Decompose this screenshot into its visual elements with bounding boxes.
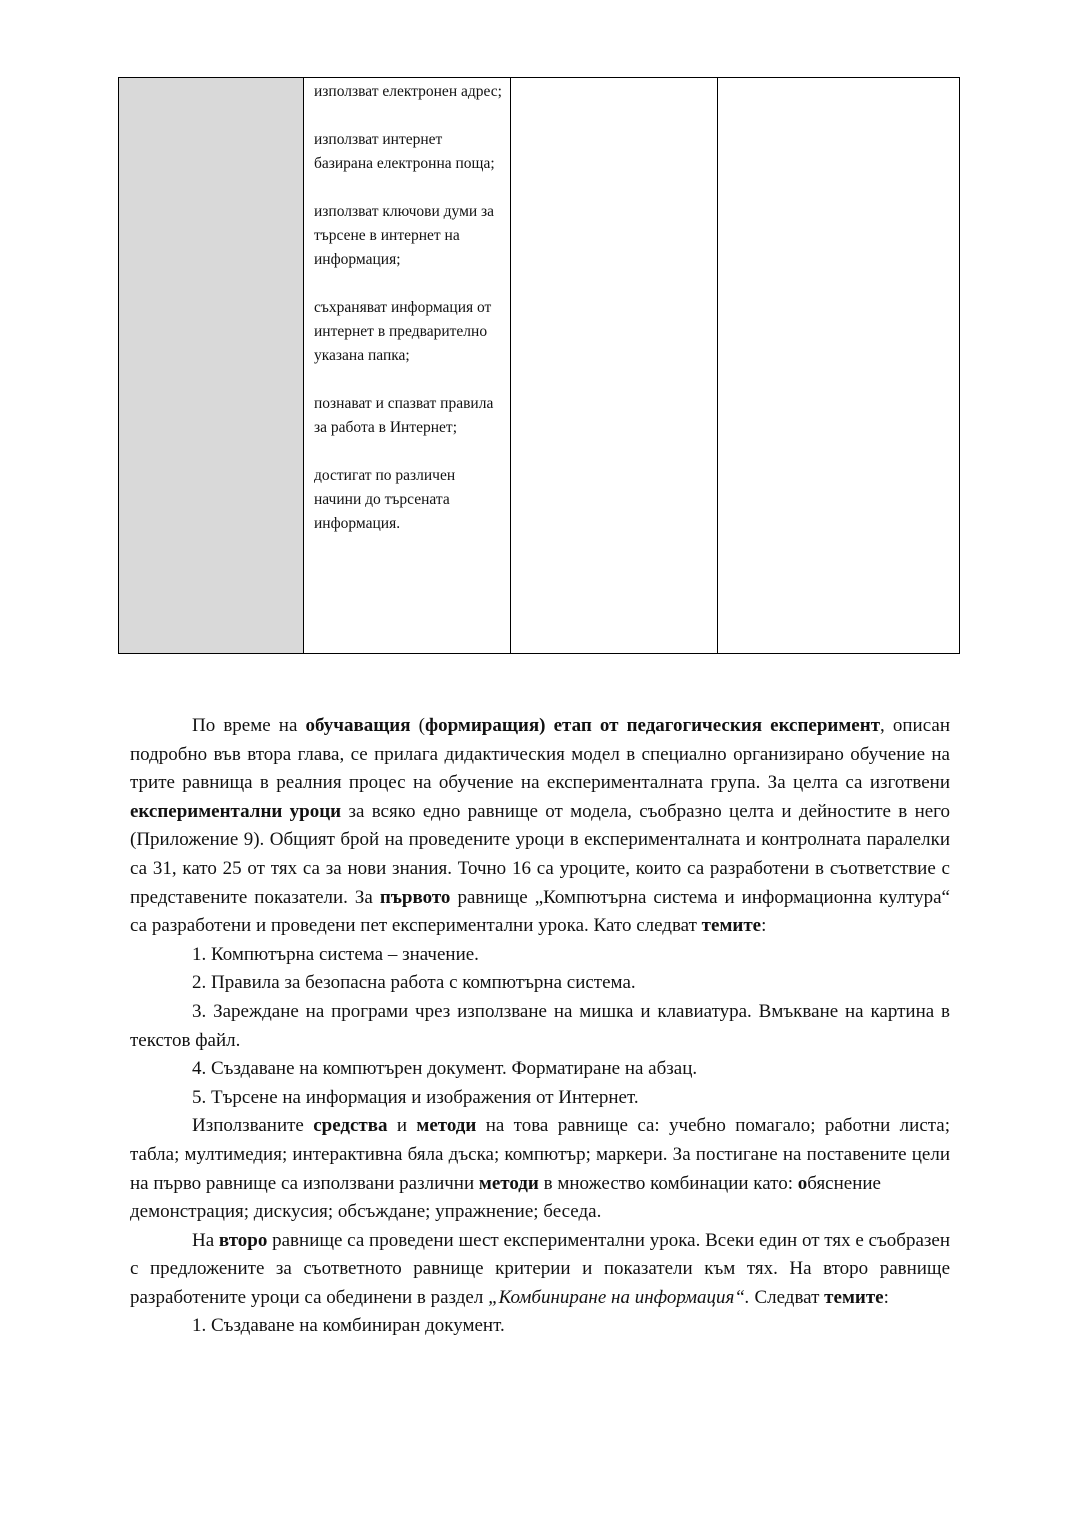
skill-item: използват ключови думи за търсене в интернет на информация; [314,203,495,268]
table-cell-shaded [119,78,304,654]
skill-item: използват интернет базирана електронна поща; [314,131,495,172]
table-cell-empty [718,78,960,654]
document-body [130,712,950,1341]
skill-item: използват електронен адрес; [314,83,502,100]
skill-item: съхраняват информация от интернет в предварително указана папка; [314,299,492,364]
skill-item: познават и спазват правила за работа в Интернет; [314,395,494,436]
list-item: 3. Зареждане на програми чрез използване на мишка и клавиатура. Вмъкване на картина в текстов файл. [130,1000,950,1051]
table-row [119,78,960,654]
table-cell-skills [304,78,511,654]
list-item: 2. Правила за безопасна работа с компютърна система. [192,972,636,994]
table-cell-empty [511,78,718,654]
paragraph-experiment: По време на обучаващия (формиращия) етап от педагогическия експеримент, описан подробно във втора глава, се прилага дидактическия модел в специално организирано обучение на трите равнища в реалния процес на обучение на експерименталната група. За целта са изготвени експериментални уроци за всяко едно равнище от модела, съобразно целта и дейностите в него (Приложение 9). Общият брой на проведените уроци в експерименталната и контролната паралелки са 31, като 25 от тях са за нови знания. Точно 16 са уроците, които са разработени в съответствие с представените показатели. За първото равнище „Компютърна система и информационна култура“ са разработени и проведени пет експериментални урока. Като следват темите: [130,715,950,937]
paragraph-second-level: На второ равнище са проведени шест експериментални урока. Всеки един от тях е съобразен с предложените за съответното равнище критерии и показатели към тях. На второ равнище разработените уроци са обединени в раздел „Комбиниране на информация“. Следват темите: [130,1229,951,1308]
list-item: 1. Създаване на комбиниран документ. [192,1315,505,1337]
paragraph-methods: Използваните средства и методи на това равнище са: учебно помагало; работни листа; табла; мултимедия; интерактивна бяла дъска; компютър; маркери. За постигане на поставените цели на първо равнище са използвани различни методи в множество комбинации като: обяснение [130,1115,951,1194]
paragraph-methods-cont: демонстрация; дискусия; обсъждане; упражнение; беседа. [130,1201,602,1223]
list-item: 5. Търсене на информация и изображения от Интернет. [192,1086,639,1108]
skill-item: достигат по различен начини до търсената информация. [314,467,456,532]
skills-table [118,77,960,654]
list-item: 1. Компютърна система – значение. [192,943,479,965]
list-item: 4. Създаване на компютърен документ. Форматиране на абзац. [192,1058,698,1080]
